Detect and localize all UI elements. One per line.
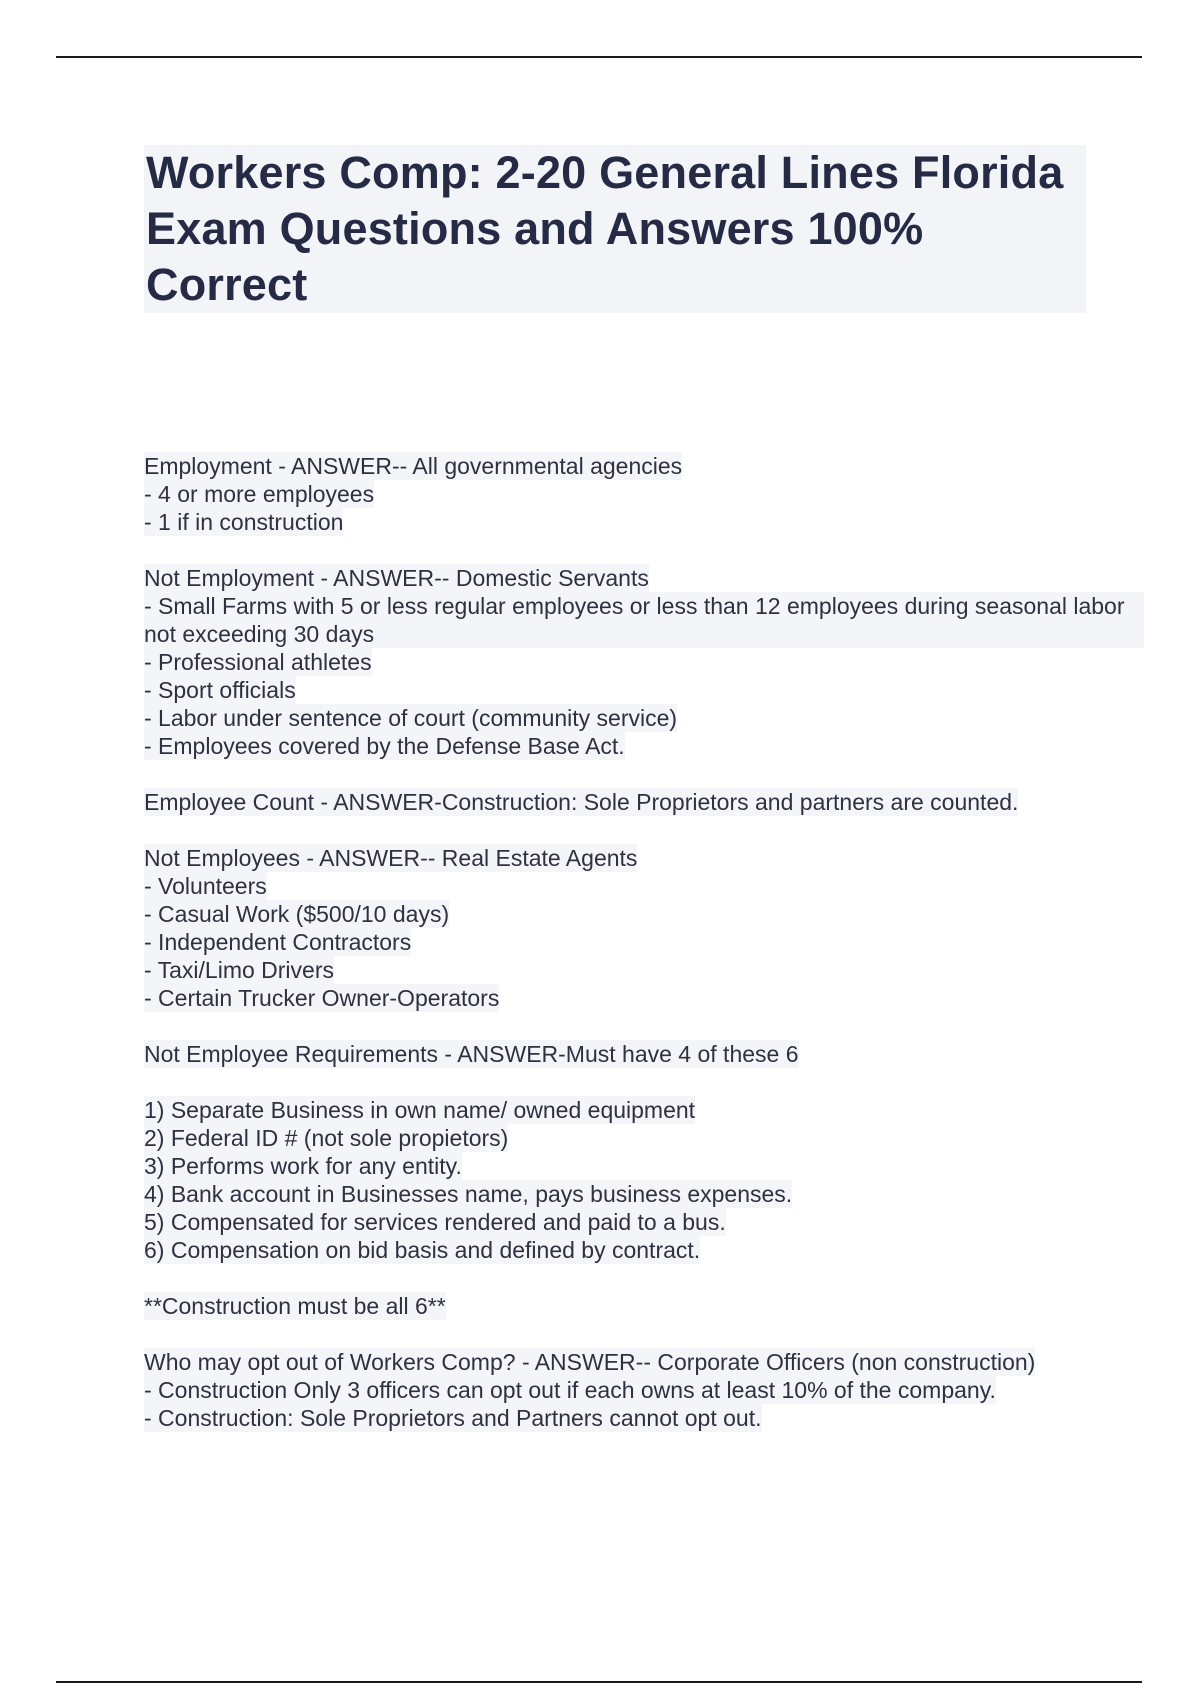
qa-line: - Small Farms with 5 or less regular employees or less than 12 employees during seasonal labor not exceeding 30 days [144,592,1144,648]
qa-content [144,452,1144,1460]
qa-line: - Volunteers [144,873,267,899]
qa-line-heading: Employment - ANSWER-- All governmental agencies [144,453,683,479]
qa-line-heading: 1) Separate Business in own name/ owned equipment [144,1097,696,1123]
qa-item [144,1348,1144,1432]
top-rule [56,56,1142,58]
qa-line: - 1 if in construction [144,509,344,535]
qa-line-heading: Employee Count - ANSWER-Construction: Sole Proprietors and partners are counted. [144,789,1019,815]
qa-item [144,844,1144,1012]
qa-line: 6) Compensation on bid basis and defined by contract. [144,1237,701,1263]
qa-line: - Construction Only 3 officers can opt out if each owns at least 10% of the company. [144,1377,996,1403]
qa-item [144,788,1144,816]
qa-line: 5) Compensated for services rendered and paid to a bus. [144,1209,726,1235]
document-title: Workers Comp: 2-20 General Lines Florida Exam Questions and Answers 100% Correct [146,147,1064,310]
qa-line-heading: Who may opt out of Workers Comp? - ANSWER-- Corporate Officers (non construction) [144,1349,1036,1375]
qa-item [144,1292,1144,1320]
qa-line: - Taxi/Limo Drivers [144,957,334,983]
qa-item [144,452,1144,536]
qa-line: - Construction: Sole Proprietors and Partners cannot opt out. [144,1405,762,1431]
qa-item [144,1096,1144,1264]
qa-line: 4) Bank account in Businesses name, pays business expenses. [144,1181,793,1207]
qa-line: - Labor under sentence of court (community service) [144,705,678,731]
title-block [144,145,1086,313]
qa-line: - Professional athletes [144,649,372,675]
bottom-rule [56,1681,1142,1683]
qa-line: - Casual Work ($500/10 days) [144,901,450,927]
qa-line-heading: Not Employees - ANSWER-- Real Estate Agents [144,845,638,871]
qa-line: - Employees covered by the Defense Base Act. [144,733,625,759]
qa-line: - Independent Contractors [144,929,412,955]
qa-line-heading: Not Employee Requirements - ANSWER-Must have 4 of these 6 [144,1041,799,1067]
qa-line-heading: **Construction must be all 6** [144,1293,446,1319]
qa-line: - 4 or more employees [144,481,375,507]
qa-line-heading: Not Employment - ANSWER-- Domestic Servants [144,565,649,591]
qa-item [144,564,1144,760]
qa-item [144,1040,1144,1068]
qa-line: 2) Federal ID # (not sole propietors) [144,1125,509,1151]
qa-line: - Sport officials [144,677,296,703]
qa-line: - Certain Trucker Owner-Operators [144,985,500,1011]
qa-line: 3) Performs work for any entity. [144,1153,462,1179]
